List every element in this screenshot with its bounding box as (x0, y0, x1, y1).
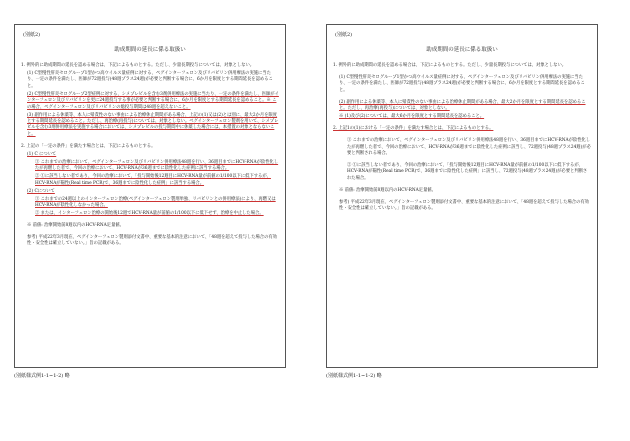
content-frame-left (14, 24, 286, 368)
condition-1-1-left: ① これまでの治療において、ペグインターフェロン及びリバビリン併用療法48週を行い、36週目までにHCV-RNAが陰性化したが再燃した者で、今回の治療において、HCV-RNAが36週までに陰性化した症例に該当する場合。 (35, 159, 279, 172)
condition-1-right: ① これまでの治療において、ペグインターフェロン及びリバビリン併用療法48週を行い、36週目までにHCV-RNAが陰性化したが再燃した者で、今回の治療において、HCV-RNAが36週までに陰性化した症例に該当し、72週投与(48週プラス24週)が必要と判断される場合。 (347, 138, 591, 157)
reference-left: 参考) 平成22年3月現在、ペグインターフェロン製剤添付文書中、重要な基本的注意において、「48週を超えて投与した場合の有効性・安全性は確立していない。」旨の記載がある。 (27, 235, 277, 247)
page-title-left: 助成期間の延長に係る取扱い (114, 47, 186, 53)
content-frame-right (326, 24, 598, 368)
footer-left: (別紙様式例1-1~1-2) 略 (14, 373, 70, 379)
item-1-left: (1) C型慢性肝炎セログループ1型かつ高ウイルス量症例に対する、ペグインターフェロン及びリバビリン併用療法の実施に当たり、一定の条件を満たし、医師が72週投与(48週プラス24週)が必要と判断する場合に、6か月を限度とする期間延長を認めること。 (27, 71, 273, 89)
attachment-label-left: (別紙2) (23, 32, 41, 38)
item-1-right: (1) C型慢性肝炎セログループ1型かつ高ウイルス量症例に対する、ペグインターフェロン及びリバビリン併用療法の実施に当たり、一定の条件を満たし、医師が72週投与(48週プラス24週)が必要と判断する場合に、6か月を限度とする期間延長を認めること。 (339, 75, 585, 93)
section-2-heading-right: 2. 上記1の(1)における「一定の条件」を満たす場合とは、下記によるものとする。 (333, 126, 494, 132)
intro-paragraph-left: 1. 例外的に助成期間の延長を認める場合は、下記によるものとする。ただし、少量長期投与については、対象としない。 (21, 63, 255, 68)
document-body-left (21, 63, 279, 249)
item-note-right: ※ (1)及び(2)については、最大6か月を限度とする期間延長を認めること。 (339, 114, 485, 120)
item-2-right: (2) 副作用による休薬等、本人に帰責性のない事由による治療休止期間がある場合、最大2か月を限度とする期間延長を認めること。ただし、再治療(再投与)については、対象としない。 (339, 99, 586, 112)
condition-2-2-left: ② または、インターフェロン治療の開始後12週でHCV-RNA量が前値の1/100以下に低下せず、治療を中止した場合。 (35, 211, 264, 217)
intro-paragraph-right: 1. 例外的に助成期間の延長を認める場合は、下記によるものとする。ただし、少量長期投与については、対象としない。 (333, 63, 567, 68)
note-right: ※ 前値: 治療開始前8週以内のHCV-RNA定量値。 (339, 187, 436, 193)
footer-right: (別紙様式例1-1~1-2) 略 (326, 373, 382, 379)
document-page-left (10, 10, 290, 420)
page-title-right: 助成期間の延長に係る取扱い (426, 47, 498, 53)
condition-2-right: ② ①に該当しない者であり、今回の治療において、「投与開始後12週目にHCV-RNA量が前値の1/100以下に低下するが、HCV-RNAが陽性(Real time PCR)で、36週までに陰性化した症例」に該当し、72週投与(48週プラス24週)が必要と判断された場合。 (347, 163, 588, 181)
reference-right: 参考) 平成22年3月現在、ペグインターフェロン製剤添付文書中、重要な基本的注意において、「48週を超えて投与した場合の有効性・安全性は確立していない。」旨の記載がある。 (339, 199, 589, 212)
document-body-right (333, 63, 591, 214)
subsection-1-left: (1) C について (27, 151, 57, 157)
subsection-2-left: (2) Cについて (27, 188, 55, 194)
condition-2-1-left: ① これまでの24週以上のインターフェロン治療(ペグインターフェロン製剤単独、リバビリンとの併用療法)により、再燃又はHCV-RNAが陰性化しなかった場合。 (35, 196, 276, 209)
attachment-label-right: (別紙2) (335, 32, 353, 38)
document-page-right (322, 10, 602, 420)
section-2-heading-left: 2. 上記の「一定の条件」を満たす場合とは、下記によるものとする。 (21, 143, 156, 149)
item-2-left: (2) C型慢性肝炎セログループ2型症例に対する、シメプレビルを含む3剤併用療法の実施に当たり、一定の条件を満たし、医師がインターフェロン及びリバビリンを更に24週投与する事が必要と判断する場合に、6か月を限度とする期間延長を認めること。※ この場合、ペグインターフェロン及びリバビリンの総投与期間は48週を超えないこと。 (27, 91, 279, 110)
condition-1-2-left: ② ①に該当しない者であり、今回の治療において、「投与開始後12週目にHCV-RNA量が前値の1/100以下に低下するが、HCV-RNAが陽性(Real time PCR)で、36週までに陰性化した症例」に該当する場合。 (35, 174, 271, 186)
note-left: ※ 前値: 治療開始前8週以内のHCV-RNA定量値。 (27, 223, 124, 229)
item-3-left: (3) 副作用による休薬等、本人に帰責性のない事由による治療休止期間がある場合、上記の(1)又は(2)とは別に、最大2か月を限度とする期間延長を認めること。ただし、再治療(再投与)については、対象としない。ペグインターフェロン製剤を用いて、シメプレビルを含む3剤併用療法を実施する場合においては、シメプレビルの投与期間中に休薬した場合には、本措置の対象とならないこと。 (27, 112, 279, 137)
